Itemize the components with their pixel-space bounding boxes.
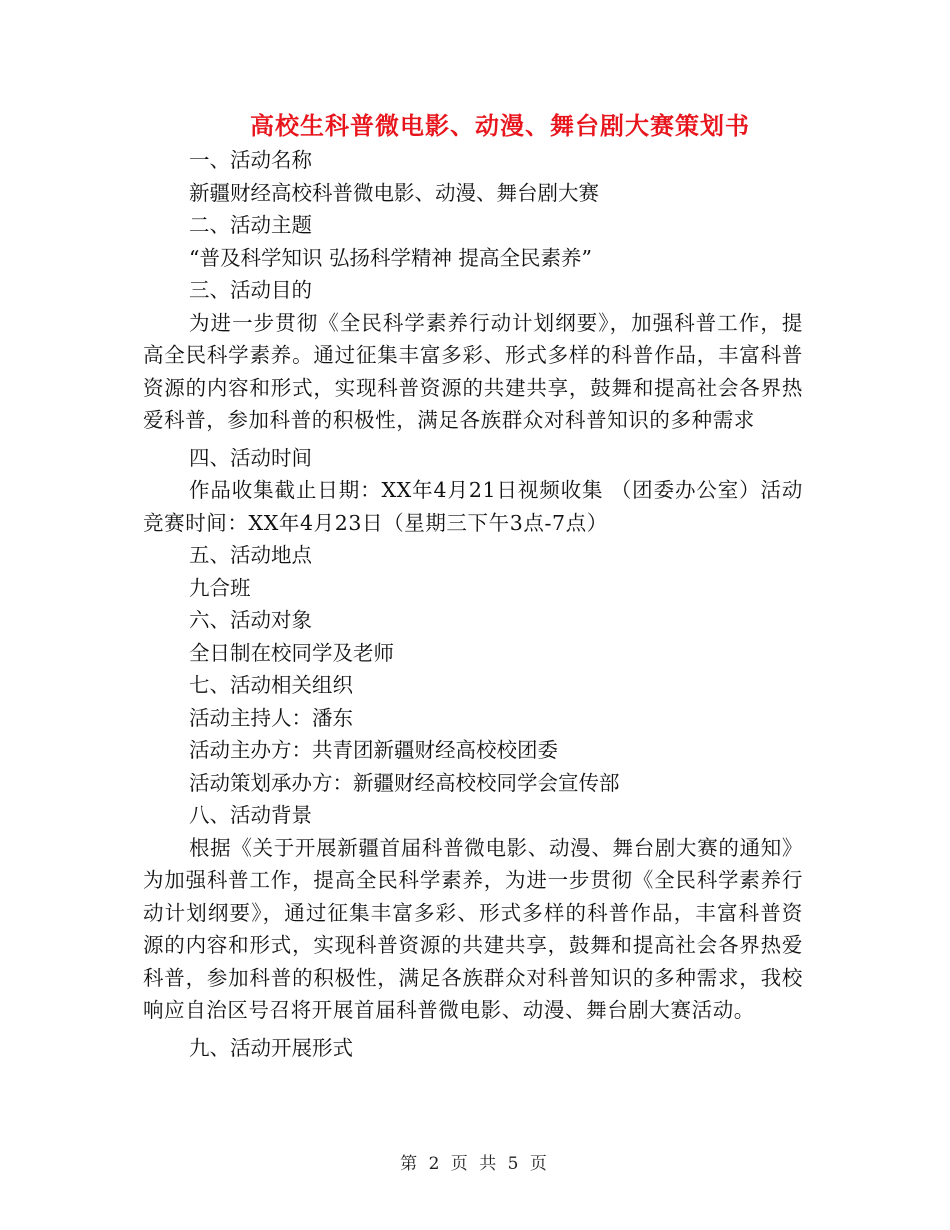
section-4-text: 作品收集截止日期：XX年4月21日视频收集 （团委办公室）活动竞赛时间：XX年4月23日（星期三下午3点-7点） (143, 478, 803, 535)
section-5-heading: 五、活动地点 (189, 543, 312, 567)
section-1-heading: 一、活动名称 (189, 148, 312, 172)
section-7-host: 活动主持人：潘东 (189, 705, 353, 730)
section-1-text: 新疆财经高校科普微电影、动漫、舞台剧大赛 (189, 180, 599, 205)
document-title: 高校生科普微电影、动漫、舞台剧大赛策划书 (250, 112, 750, 140)
section-6-heading: 六、活动对象 (189, 608, 312, 632)
page-number-footer: 第 2 页 共 5 页 (400, 1154, 550, 1174)
section-7-organizer: 活动主办方：共青团新疆财经高校校团委 (189, 738, 558, 762)
section-8-heading: 八、活动背景 (189, 803, 312, 827)
section-3-heading: 三、活动目的 (189, 278, 312, 302)
section-2-heading: 二、活动主题 (189, 213, 312, 237)
section-7-contractor: 活动策划承办方：新疆财经高校校同学会宣传部 (189, 770, 620, 795)
section-8-text: 根据《关于开展新疆首届科普微电影、动漫、舞台剧大赛的通知》为加强科普工作，提高全民科学素养，为进一步贯彻《全民科学素养行动计划纲要》，通过征集丰富多彩、形式多样的科普作品，丰富科普资源的内容和形式，实现科普资源的共建共享，鼓舞和提高社会各界热爱科普，参加科普的积极性，满足各族群众对科普知识的多种需求，我校响应自治区号召将开展首届科普微电影、动漫、舞台剧大赛活动。 (143, 835, 803, 1022)
section-4-heading: 四、活动时间 (189, 445, 312, 470)
document-body (143, 144, 803, 1064)
section-9-heading: 九、活动开展形式 (189, 1035, 353, 1060)
section-3-text: 为进一步贯彻《全民科学素养行动计划纲要》，加强科普工作，提高全民科学素养。通过征集丰富多彩、形式多样的科普作品，丰富科普资源的内容和形式，实现科普资源的共建共享，鼓舞和提高社会各界热爱科普，参加科普的积极性，满足各族群众对科普知识的多种需求 (143, 310, 803, 432)
section-5-text: 九合班 (189, 575, 251, 600)
section-2-text: “普及科学知识 弘扬科学精神 提高全民素养” (189, 245, 592, 270)
section-6-text: 全日制在校同学及老师 (189, 640, 394, 665)
section-7-heading: 七、活动相关组织 (189, 673, 353, 697)
